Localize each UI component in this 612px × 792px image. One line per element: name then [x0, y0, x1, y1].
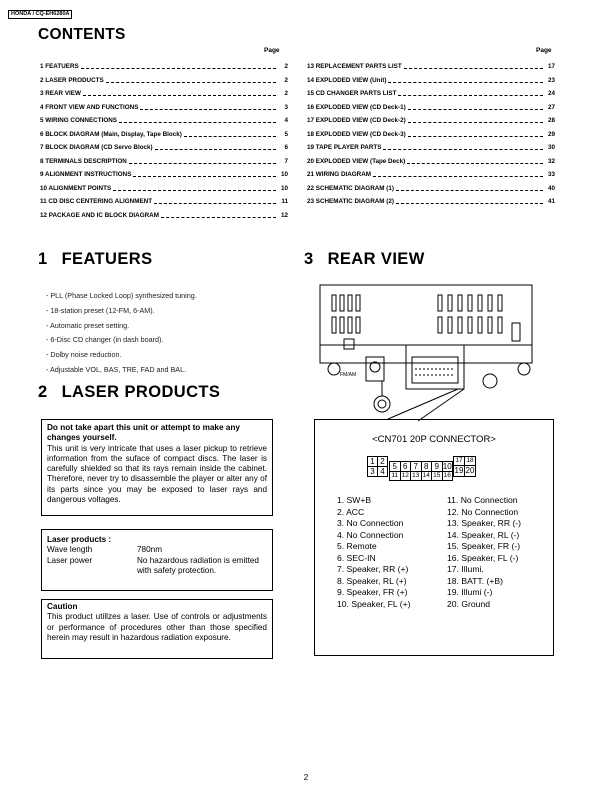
toc-entry-page: 2	[284, 63, 288, 70]
connector-pin-grid	[367, 456, 497, 486]
toc-entry-label: 14 EXPLODED VIEW (Unit)	[307, 76, 387, 84]
toc-leader	[113, 190, 276, 191]
caution-box	[41, 599, 273, 659]
side-tab	[512, 323, 520, 341]
toc-entry-label: 6 BLOCK DIAGRAM (Main, Display, Tape Block)	[40, 130, 182, 138]
toc-leader	[154, 203, 276, 204]
connector-box	[314, 419, 554, 656]
connector-pin-cell: 1	[367, 456, 378, 467]
toc-entry-page: 5	[284, 130, 288, 138]
callout-line-2	[418, 389, 464, 421]
toc-entry-page: 2	[284, 76, 288, 84]
spec-key: Wave length	[47, 545, 93, 555]
toc-entry[interactable]	[307, 130, 555, 139]
screw-left	[328, 363, 340, 375]
toc-entry[interactable]	[307, 103, 555, 112]
toc-entry[interactable]	[40, 197, 288, 206]
rear-view-number: 3	[304, 250, 314, 268]
pin-item: 16. Speaker, FL (-)	[447, 552, 519, 563]
toc-entry-page: 10	[280, 171, 288, 178]
feature-item: - 18-station preset (12-FM, 6-AM).	[46, 305, 155, 315]
toc-leader	[184, 136, 276, 137]
toc-entry-label: 1 FEATUERS	[40, 63, 79, 70]
toc-leader	[373, 176, 543, 177]
toc-leader	[155, 149, 276, 150]
pin-item: 10. Speaker, FL (+)	[337, 598, 411, 609]
pin-item: 7. Speaker, RR (+)	[337, 564, 409, 574]
toc-entry-label: 3 REAR VIEW	[40, 90, 81, 97]
toc-entry-label: 4 FRONT VIEW AND FUNCTIONS	[40, 103, 139, 111]
toc-entry-page: 30	[547, 144, 555, 151]
toc-entry-page: 7	[284, 157, 288, 165]
pin-list-left	[337, 495, 410, 610]
toc-entry-label: 10 ALIGNMENT POINTS	[40, 184, 112, 192]
laser-warning-box	[41, 419, 273, 516]
toc-entry-page: 27	[547, 103, 555, 111]
toc-entry[interactable]	[307, 89, 555, 98]
toc-entry[interactable]	[40, 76, 288, 85]
connector-pins	[412, 357, 458, 383]
laser-title: LASER PRODUCTS	[61, 383, 221, 401]
toc-entry-label: 13 REPLACEMENT PARTS LIST	[307, 63, 402, 70]
spec-row-wavelength	[47, 545, 267, 555]
connector-pin-cell: 2	[377, 456, 388, 467]
toc-leader	[383, 149, 543, 150]
pin-item: 20. Ground	[447, 598, 490, 609]
toc-leader	[408, 122, 543, 123]
small-tab-left	[344, 339, 354, 349]
rear-view-heading	[304, 250, 425, 269]
toc-entry-label: 15 CD CHANGER PARTS LIST	[307, 90, 397, 97]
connector-pin-cell: 8	[421, 461, 433, 472]
toc-leader	[129, 163, 276, 164]
toc-right-list	[307, 62, 555, 211]
toc-entry-label: 21 WIRING DIAGRAM	[307, 171, 372, 178]
toc-entry-page: 24	[547, 90, 555, 97]
connector-pin-cell: 18	[464, 456, 476, 466]
connector-pin-cell: 20	[465, 466, 475, 475]
features-list	[46, 289, 197, 378]
toc-entry-page: 41	[547, 198, 555, 205]
toc-entry[interactable]	[307, 116, 555, 125]
pin-item: 15. Speaker, FR (-)	[447, 541, 521, 551]
connector-pin-cell: 9	[431, 461, 443, 472]
toc-entry-page: 40	[547, 184, 555, 192]
toc-entry-label: 8 TERMINALS DESCRIPTION	[40, 157, 127, 165]
features-number: 1	[38, 250, 48, 268]
toc-leader	[133, 176, 276, 177]
toc-entry-label: 5 WIRING CONNECTIONS	[40, 117, 117, 124]
toc-entry[interactable]	[307, 170, 555, 179]
toc-leader	[407, 163, 543, 164]
connector-title: <CN701 20P CONNECTOR>	[372, 434, 496, 445]
pin-item: 18. BATT. (+B)	[447, 575, 503, 586]
toc-entry-label: 7 BLOCK DIAGRAM (CD Servo Block)	[40, 144, 153, 151]
toc-entry-page: 28	[547, 117, 555, 124]
page-number: 2	[303, 773, 309, 782]
laser-spec-box	[41, 529, 273, 591]
laser-warning-body: This unit is very intricate that uses a laser pickup to retrieve information from the suface of compact discs. The laser is carefully shielded so that its rays remain inside the cabinet. Therefore, never try to disassemble the player or alter any of its parts since you may be exposed to laser rays and dangerous voltages.	[47, 443, 267, 505]
toc-entry-page: 3	[284, 103, 288, 111]
connector-pin-cell: 10	[442, 462, 452, 471]
fm-am-label: FM/AM	[340, 372, 357, 378]
toc-entry-page: 32	[547, 157, 555, 165]
connector-pin-cell: 3	[367, 466, 378, 477]
toc-entry-page: 10	[280, 184, 288, 192]
document-tag: HONDA / CQ-EH6280A	[8, 10, 72, 19]
contents-title: CONTENTS	[38, 26, 126, 43]
toc-leader	[396, 190, 543, 191]
callout-line-1	[388, 389, 458, 419]
toc-entry[interactable]	[40, 157, 288, 166]
toc-entry-label: 19 TAPE PLAYER PARTS	[307, 144, 382, 151]
toc-entry-label: 9 ALIGNMENT INSTRUCTIONS	[40, 171, 132, 178]
antenna-jack	[374, 396, 390, 412]
toc-entry-page: 4	[284, 117, 288, 124]
toc-entry[interactable]	[307, 62, 555, 71]
spec-value: No hazardous radiation is emitted with safety protection.	[137, 555, 259, 575]
spec-value: 780nm	[137, 545, 163, 555]
toc-right-page-header: Page	[536, 47, 552, 54]
toc-entry-page: 11	[281, 198, 288, 205]
toc-left-list	[40, 62, 288, 224]
toc-entry-label: 23 SCHEMATIC DIAGRAM (2)	[307, 198, 394, 205]
vent-slots-right	[438, 295, 502, 333]
caution-title: Caution	[47, 602, 78, 611]
toc-leader	[398, 95, 543, 96]
pin-item: 1. SW+B	[337, 495, 372, 505]
toc-leader	[106, 82, 276, 83]
connector-pin-cell: 16	[442, 471, 454, 481]
toc-leader	[404, 68, 543, 69]
connector-pin-cell: 11	[389, 471, 401, 481]
pin-item: 6. SEC-IN	[337, 552, 376, 563]
toc-entry-page: 12	[280, 211, 288, 219]
spec-row-power	[47, 556, 267, 577]
pin-item: 14. Speaker, RL (-)	[447, 529, 520, 540]
toc-leader	[161, 217, 276, 218]
connector-pin-cell: 15	[431, 471, 443, 481]
laser-number: 2	[38, 383, 48, 401]
toc-leader	[408, 109, 543, 110]
toc-leader	[396, 203, 543, 204]
toc-leader	[388, 82, 543, 83]
toc-entry-label: 22 SCHEMATIC DIAGRAM (1)	[307, 184, 394, 192]
feature-item: - Automatic preset setting.	[46, 320, 130, 330]
feature-item: - 6-Disc CD changer (in dash board).	[46, 335, 164, 345]
toc-entry[interactable]	[40, 143, 288, 152]
toc-entry-label: 17 EXPLODED VIEW (CD Deck-2)	[307, 117, 406, 124]
toc-entry-label: 2 LASER PRODUCTS	[40, 76, 104, 84]
toc-entry[interactable]	[307, 143, 555, 152]
rear-view-title: REAR VIEW	[327, 250, 425, 268]
connector-pin-cell: 17	[453, 456, 465, 466]
toc-leader	[119, 122, 276, 123]
toc-leader	[83, 95, 276, 96]
pin-item: 4. No Connection	[337, 529, 404, 540]
features-heading	[38, 250, 152, 269]
toc-entry-label: 12 PACKAGE AND IC BLOCK DIAGRAM	[40, 211, 159, 219]
laser-heading	[38, 383, 220, 402]
toc-entry-label: 11 CD DISC CENTERING ALIGNMENT	[40, 198, 153, 205]
feature-item: - Dolby noise reduction.	[46, 350, 122, 360]
features-title: FEATUERS	[61, 250, 153, 268]
pin-item: 8. Speaker, RL (+)	[337, 575, 407, 586]
toc-entry[interactable]	[307, 184, 555, 193]
pin-item: 13. Speaker, RR (-)	[447, 518, 522, 528]
feature-item: - Adjustable VOL, BAS, TRE, FAD and BAL.	[46, 364, 187, 374]
connector-pin-cell: 13	[410, 471, 422, 481]
caution-body: This product utillzes a laser. Use of controls or adjustments or performance of procedures other than those specified herein may result in hazardous radiation exposure.	[47, 612, 267, 642]
connector-pin-cell: 19	[454, 466, 464, 475]
connector-pin-cell: 14	[421, 471, 433, 481]
laser-warning-bold: Do not take apart this unit or attempt to make any changes yourself.	[47, 423, 240, 443]
toc-entry[interactable]	[40, 89, 288, 98]
toc-entry-page: 29	[547, 130, 555, 138]
toc-entry-page: 2	[284, 90, 288, 97]
screw-bottom	[483, 374, 497, 388]
toc-entry[interactable]	[307, 197, 555, 206]
toc-entry-label: 16 EXPLODED VIEW (CD Deck-1)	[307, 103, 406, 111]
toc-entry-page: 17	[547, 63, 555, 70]
spec-key: Laser power	[47, 555, 93, 565]
toc-entry[interactable]	[307, 157, 555, 166]
toc-entry-page: 33	[547, 171, 555, 178]
rear-panel-drawing	[318, 283, 534, 423]
pin-list-right	[447, 495, 521, 610]
toc-entry-page: 23	[547, 76, 555, 84]
toc-entry[interactable]	[40, 184, 288, 193]
toc-leader	[140, 109, 276, 110]
connector-housing	[406, 345, 464, 389]
toc-entry[interactable]	[40, 62, 288, 71]
toc-entry-page: 6	[284, 144, 288, 151]
toc-leader	[408, 136, 543, 137]
toc-entry[interactable]	[40, 170, 288, 179]
pin-item: 11. No Connection	[447, 495, 518, 505]
toc-entry[interactable]	[40, 211, 288, 220]
connector-pin-cell: 7	[410, 461, 422, 472]
screw-right	[518, 363, 530, 375]
toc-leader	[81, 68, 276, 69]
pin-item: 19. Illumi (-)	[447, 587, 493, 597]
pin-item: 17. Illumi.	[447, 564, 484, 574]
toc-entry[interactable]	[307, 76, 555, 85]
toc-entry[interactable]	[40, 130, 288, 139]
antenna-socket	[366, 357, 384, 381]
connector-pin-cell: 5	[389, 461, 401, 472]
pin-item: 5. Remote	[337, 541, 377, 551]
pin-item: 9. Speaker, FR (+)	[337, 587, 408, 597]
pin-item: 2. ACC	[337, 506, 365, 517]
pin-item: 3. No Connection	[337, 518, 404, 528]
pin-item: 12. No Connection	[447, 506, 519, 517]
connector-pin-cell: 6	[400, 461, 412, 472]
vent-slots-left	[332, 295, 360, 333]
toc-entry-label: 20 EXPLODED VIEW (Tape Deck)	[307, 157, 406, 165]
toc-entry-label: 18 EXPLODED VIEW (CD Deck-3)	[307, 130, 406, 138]
connector-pin-cell: 4	[377, 466, 388, 477]
feature-item: - PLL (Phase Locked Loop) synthesized tuning.	[46, 291, 197, 300]
toc-entry[interactable]	[40, 116, 288, 125]
laser-spec-title: Laser products :	[47, 535, 112, 544]
toc-left-page-header: Page	[264, 47, 280, 54]
connector-pin-cell: 12	[400, 471, 412, 481]
toc-entry[interactable]	[40, 103, 288, 112]
